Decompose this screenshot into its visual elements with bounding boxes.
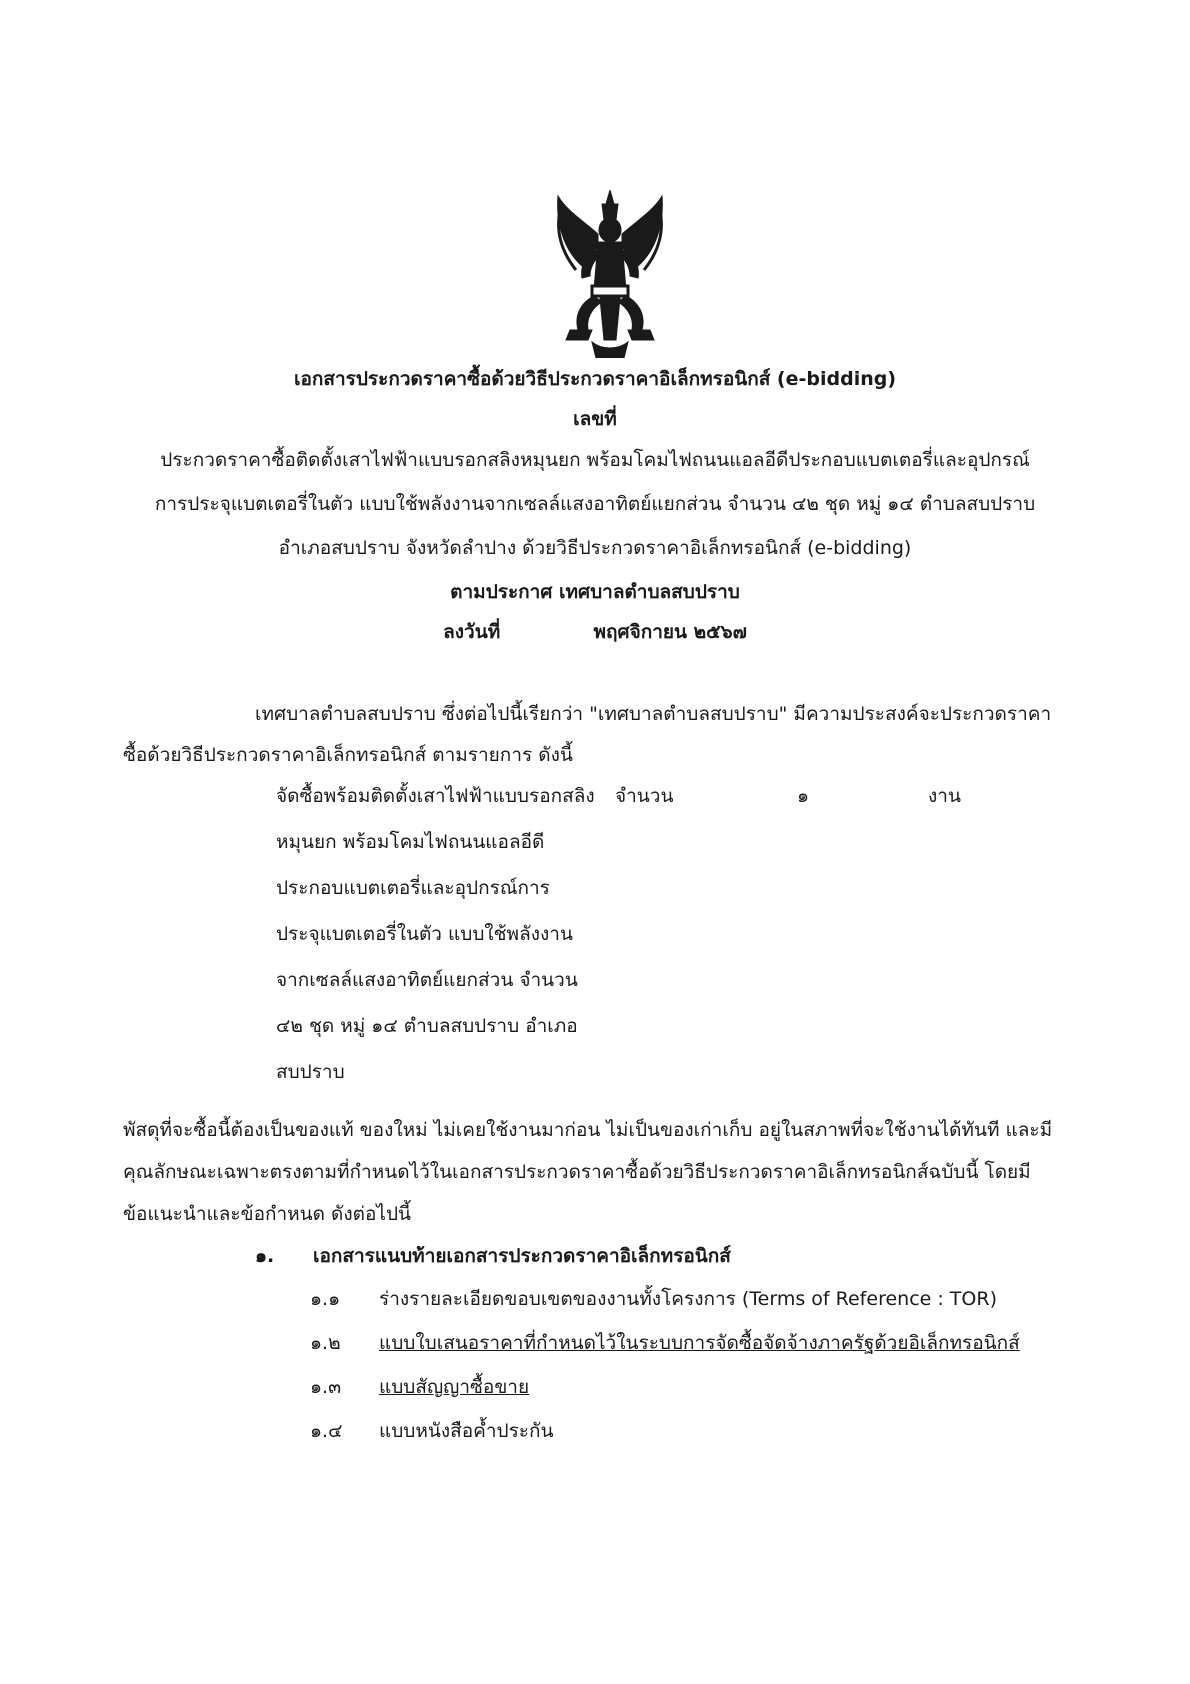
section1-item-3-number: ๑.๓ [310, 1376, 342, 1398]
item-unit: งาน [928, 785, 961, 807]
date-line [120, 618, 1070, 646]
section1-item-3-link[interactable]: แบบสัญญาซื้อขาย [379, 1376, 530, 1398]
conditions-line-3: ข้อแนะนำและข้อกำหนด ดังต่อไปนี้ [123, 1203, 412, 1225]
section1-number: ๑. [255, 1245, 275, 1267]
date-value: พฤศจิกายน ๒๕๖๗ [593, 621, 747, 643]
subject-line-2: การประจุแบตเตอรี่ในตัว แบบใช้พลังงานจากเซลล์แสงอาทิตย์แยกส่วน จำนวน ๔๒ ชุด หมู่ ๑๔ ตำบลสบปราบ [154, 493, 1036, 515]
conditions-line-2: คุณลักษณะเฉพาะตรงตามที่กำหนดไว้ในเอกสารประกวดราคาซื้อด้วยวิธีประกวดราคาอิเล็กทรอนิกส์ฉบับนี้ โดยมี [123, 1161, 1031, 1183]
section1-item-2-link[interactable]: แบบใบเสนอราคาที่กำหนดไว้ในระบบการจัดซื้อจัดจ้างภาครัฐด้วยอิเล็กทรอนิกส์ [379, 1332, 1020, 1354]
announcement-line: ตามประกาศ เทศบาลตำบลสบปราบ [450, 581, 740, 603]
item-line-7: สบปราบ [276, 1061, 345, 1083]
document-title: เอกสารประกวดราคาซื้อด้วยวิธีประกวดราคาอิเล็กทรอนิกส์ (e-bidding) [293, 368, 897, 390]
section1-title: เอกสารแนบท้ายเอกสารประกวดราคาอิเล็กทรอนิกส์ [313, 1245, 731, 1267]
item-line-2: หมุนยก พร้อมโคมไฟถนนแอลอีดี [276, 831, 545, 853]
section1-item-4-number: ๑.๔ [310, 1420, 343, 1442]
conditions-line-1: พัสดุที่จะซื้อนี้ต้องเป็นของแท้ ของใหม่ ไม่เคยใช้งานมาก่อน ไม่เป็นของเก่าเก็บ อยู่ในสภาพที่จะใช้งานได้ทันที และมี [123, 1119, 1053, 1141]
section1-item-2-number: ๑.๒ [310, 1332, 341, 1354]
intro-line-2: ซื้อด้วยวิธีประกวดราคาอิเล็กทรอนิกส์ ตามรายการ ดังนี้ [123, 744, 573, 766]
document-number-label: เลขที่ [573, 408, 617, 430]
date-label: ลงวันที่ [443, 621, 501, 643]
item-quantity-label: จำนวน [615, 785, 674, 807]
item-quantity-value: ๑ [797, 785, 810, 807]
item-line-3: ประกอบแบตเตอรี่และอุปกรณ์การ [276, 877, 550, 899]
section1-item-4-text: แบบหนังสือค้ำประกัน [379, 1420, 554, 1442]
intro-line-1: เทศบาลตำบลสบปราบ ซึ่งต่อไปนี้เรียกว่า "เทศบาลตำบลสบปราบ" มีความประสงค์จะประกวดราคา [255, 703, 1052, 725]
item-line-6: ๔๒ ชุด หมู่ ๑๔ ตำบลสบปราบ อำเภอ [276, 1015, 578, 1037]
subject-line-1: ประกวดราคาซื้อติดตั้งเสาไฟฟ้าแบบรอกสลิงหมุนยก พร้อมโคมไฟถนนแอลอีดีประกอบแบตเตอรี่และอุปกรณ์ [160, 449, 1030, 471]
item-line-5: จากเซลล์แสงอาทิตย์แยกส่วน จำนวน [276, 969, 578, 991]
item-line-4: ประจุแบตเตอรี่ในตัว แบบใช้พลังงาน [276, 923, 573, 945]
section1-item-1-number: ๑.๑ [310, 1288, 341, 1310]
section1-item-1-text: ร่างรายละเอียดขอบเขตของงานทั้งโครงการ (Terms of Reference : TOR) [379, 1288, 997, 1310]
item-line-1: จัดซื้อพร้อมติดตั้งเสาไฟฟ้าแบบรอกสลิง [276, 785, 595, 807]
subject-line-3: อำเภอสบปราบ จังหวัดลำปาง ด้วยวิธีประกวดราคาอิเล็กทรอนิกส์ (e-bidding) [278, 537, 912, 559]
garuda-emblem-icon [552, 190, 668, 358]
